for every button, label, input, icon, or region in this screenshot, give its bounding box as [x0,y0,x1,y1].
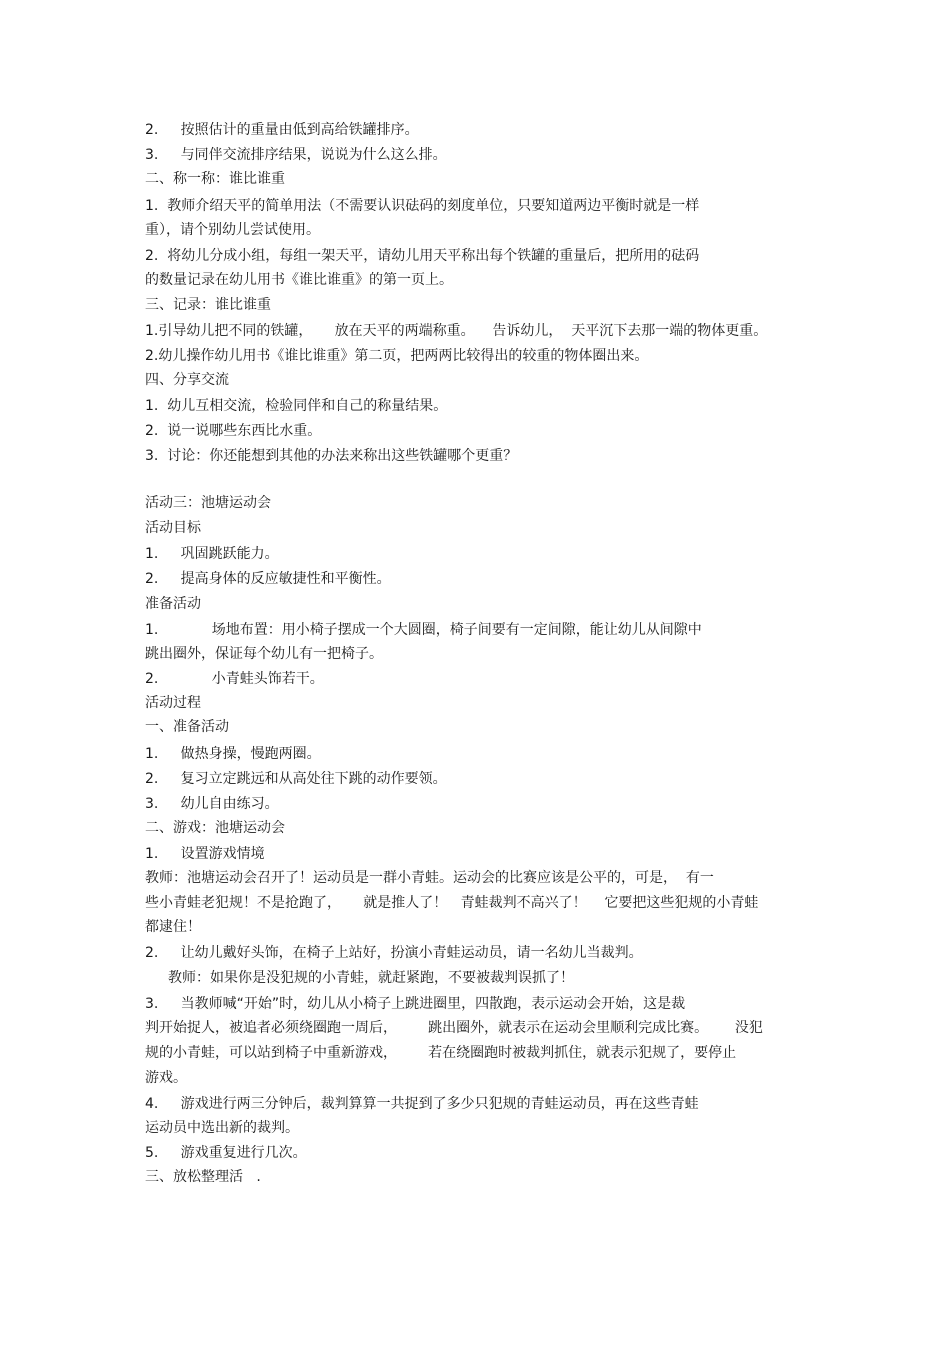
text-line: 活动目标 [145,520,201,536]
text-line: 活动三：池塘运动会 [145,495,271,511]
text-line: 三、放松整理活 . [145,1169,261,1185]
text-line: 一、准备活动 [145,719,229,735]
text-line: 四、分享交流 [145,372,229,388]
text-line: 三、记录：谁比谁重 [145,297,271,313]
text-line: 二、游戏：池塘运动会 [145,820,285,836]
text-line: 2. 小青蛙头饰若干。 [145,671,324,687]
text-line: 3. 当教师喊“开始”时，幼儿从小椅子上跳进圈里，四散跑，表示运动会开始，这是裁 [145,996,686,1012]
text-line: 2. 提高身体的反应敏捷性和平衡性。 [145,571,391,587]
text-line: 些小青蛙老犯规！不是抢跑了， 就是推人了！ 青蛙裁判不高兴了！ 它要把这些犯规的小青蛙 [145,895,759,911]
text-line: 1. 幼儿互相交流，检验同伴和自己的称量结果。 [145,398,448,414]
text-line: 1. 巩固跳跃能力。 [145,546,279,562]
text-line: 4. 游戏进行两三分钟后，裁判算算一共捉到了多少只犯规的青蛙运动员，再在这些青蛙 [145,1096,699,1112]
text-line: 准备活动 [145,596,201,612]
text-line: 2. 复习立定跳远和从高处往下跳的动作要领。 [145,771,447,787]
text-line: 3. 讨论：你还能想到其他的办法来称出这些铁罐哪个更重？ [145,448,518,464]
text-line: 1. 场地布置：用小椅子摆成一个大圆圈，椅子间要有一定间隙，能让幼儿从间隙中 [145,622,702,638]
text-line: 2. 说一说哪些东西比水重。 [145,423,322,439]
text-line: 2.幼儿操作幼儿用书《谁比谁重》第二页，把两两比较得出的较重的物体圈出来。 [145,348,649,364]
text-line: 1.引导幼儿把不同的铁罐， 放在天平的两端称重。 告诉幼儿， 天平沉下去那一端的物体更重。 [145,323,768,339]
text-line: 1. 教师介绍天平的简单用法（不需要认识砝码的刻度单位，只要知道两边平衡时就是一样 [145,198,700,214]
text-line: 二、称一称：谁比谁重 [145,171,285,187]
text-line: 3. 与同伴交流排序结果，说说为什么这么排。 [145,147,447,163]
text-line: 游戏。 [145,1070,187,1086]
text-line: 5. 游戏重复进行几次。 [145,1145,307,1161]
text-line: 都逮住！ [145,919,201,935]
text-line: 判开始捉人，被追者必须绕圈跑一周后， 跳出圈外，就表示在运动会里顺利完成比赛。 没犯 [145,1020,763,1036]
text-line: 跳出圈外，保证每个幼儿有一把椅子。 [145,646,383,662]
text-line: 3. 幼儿自由练习。 [145,796,279,812]
text-line: 1. 做热身操，慢跑两圈。 [145,746,321,762]
text-line: 的数量记录在幼儿用书《谁比谁重》的第一页上。 [145,272,453,288]
text-line: 2. 将幼儿分成小组，每组一架天平，请幼儿用天平称出每个铁罐的重量后，把所用的砝码 [145,248,700,264]
text-line: 运动员中选出新的裁判。 [145,1120,299,1136]
text-line: 重），请个别幼儿尝试使用。 [145,222,320,238]
text-line: 2. 让幼儿戴好头饰，在椅子上站好，扮演小青蛙运动员，请一名幼儿当裁判。 [145,945,643,961]
text-line: 教师：如果你是没犯规的小青蛙，就赶紧跑，不要被裁判误抓了！ [168,970,574,986]
text-line: 2. 按照估计的重量由低到高给铁罐排序。 [145,122,419,138]
text-line: 活动过程 [145,695,201,711]
text-line: 教师：池塘运动会召开了！运动员是一群小青蛙。运动会的比赛应该是公平的，可是， 有一 [145,870,714,886]
text-line: 规的小青蛙，可以站到椅子中重新游戏， 若在绕圈跑时被裁判抓住，就表示犯规了，要停止 [145,1045,737,1061]
text-line: 1. 设置游戏情境 [145,846,265,862]
